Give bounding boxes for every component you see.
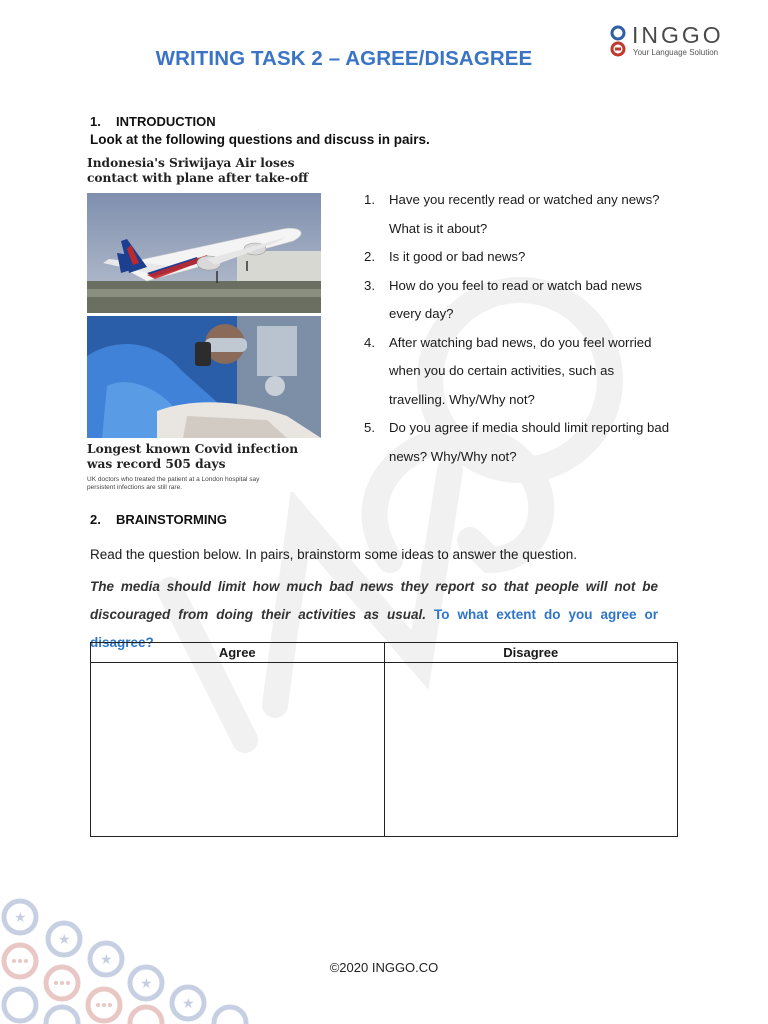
section-2-number: 2. xyxy=(90,512,101,527)
news-headline-plane: Indonesia's Sriwijaya Air loses contact with plane after take-off xyxy=(87,156,309,185)
list-item xyxy=(364,414,674,471)
section-1-heading xyxy=(90,114,216,129)
list-item-text: Is it good or bad news? xyxy=(389,249,526,264)
list-item-text: After watching bad news, do you feel worried when you do certain activities, such as travelling. Why/Why not? xyxy=(389,334,652,407)
news-collage xyxy=(86,156,322,492)
svg-text:★: ★ xyxy=(140,976,153,992)
list-item xyxy=(364,243,674,272)
airplane-photo xyxy=(87,193,321,313)
news-caption-covid: UK doctors who treated the patient at a London hospital say persistent infections are still rare. xyxy=(87,476,260,491)
list-item-number: 2. xyxy=(364,249,375,264)
list-item-text: Do you agree if media should limit reporting bad news? Why/Why not? xyxy=(389,420,670,464)
list-item xyxy=(364,272,674,329)
essay-question: To what extent do you agree or disagree? xyxy=(90,607,658,650)
svg-text:★: ★ xyxy=(182,996,195,1012)
list-item-number: 4. xyxy=(364,334,375,350)
section-2-title: BRAINSTORMING xyxy=(116,512,227,527)
hospital-photo xyxy=(87,316,321,438)
essay-statement: The media should limit how much bad news they report so that people will not be discouraged from doing their activities as usual. xyxy=(90,579,658,622)
list-item-text: How do you feel to read or watch bad news every day? xyxy=(389,277,642,321)
list-item xyxy=(364,329,674,415)
list-item-text: Have you recently read or watched any news? What is it about? xyxy=(389,192,660,236)
logo-wordmark: INGGO xyxy=(632,22,724,48)
section-1-instruction: Look at the following questions and discuss in pairs. xyxy=(90,132,430,147)
section-1-number: 1. xyxy=(90,114,101,129)
svg-text:★: ★ xyxy=(14,910,27,926)
logo-tagline: Your Language Solution xyxy=(633,48,719,57)
discussion-questions xyxy=(364,186,674,471)
list-item-number: 5. xyxy=(364,420,375,435)
section-1-title: INTRODUCTION xyxy=(116,114,216,129)
news-headline-covid: Longest known Covid infection was record 505 days xyxy=(87,442,299,471)
list-item-number: 3. xyxy=(364,277,375,293)
agree-column-header: Agree xyxy=(91,643,385,663)
footer-copyright: ©2020 INGGO.CO xyxy=(329,960,439,975)
section-2-instruction: Read the question below. In pairs, brainstorm some ideas to answer the question. xyxy=(90,547,578,562)
agree-cell[interactable] xyxy=(91,663,385,837)
svg-text:★: ★ xyxy=(100,952,113,968)
list-item-number: 1. xyxy=(364,192,375,207)
disagree-cell[interactable] xyxy=(384,663,678,837)
logo-icon xyxy=(608,24,628,58)
section-2-heading xyxy=(90,512,227,527)
disagree-column-header: Disagree xyxy=(384,643,678,663)
svg-text:★: ★ xyxy=(58,932,71,948)
brainstorm-table xyxy=(90,642,678,837)
page-title: WRITING TASK 2 – AGREE/DISAGREE xyxy=(155,47,533,70)
inggo-logo xyxy=(608,22,748,62)
list-item xyxy=(364,186,674,243)
